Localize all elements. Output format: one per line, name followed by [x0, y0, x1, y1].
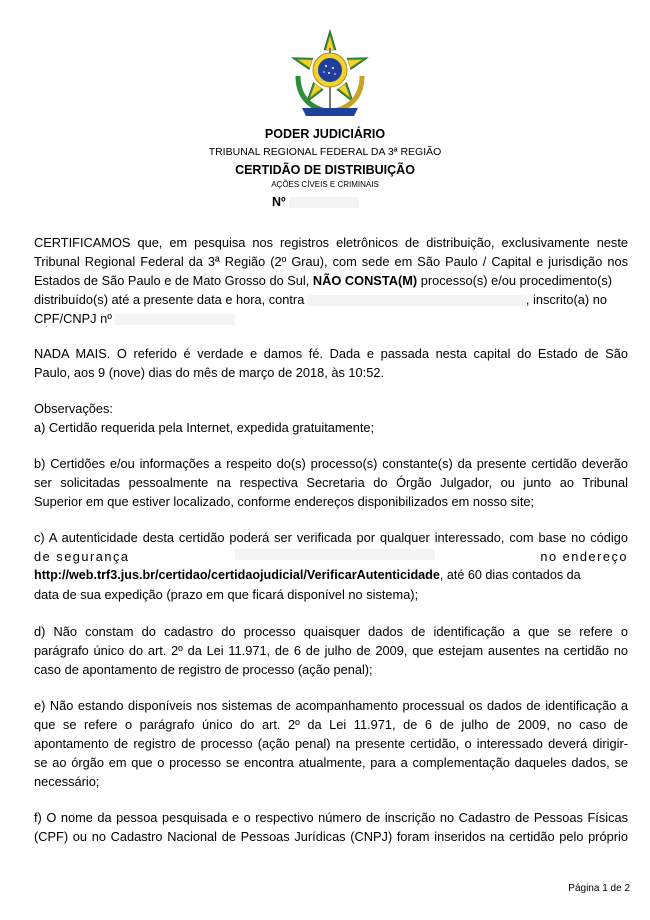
obs-b-line-1: b) Certidões e/ou informações a respeito do(s) processo(s) constante(s) da presente certidão deverão [34, 456, 628, 471]
obs-c-line-1: c) A autenticidade desta certidão poderá ser verificada por qualquer interessado, com base no código [34, 530, 628, 545]
obs-c-security-code-label: de segurança [34, 549, 130, 564]
p2-line-2: Paulo, aos 9 (nove) dias do mês de março de 2018, às 10:52. [34, 365, 384, 380]
obs-f-line-1: f) O nome da pessoa pesquisada e o respectivo número de inscrição no Cadastro de Pessoas Físicas [34, 810, 628, 825]
page-indicator: Página 1 de 2 [568, 883, 630, 894]
obs-d-line-3: caso de apontamento de registro de processo (ação penal); [34, 662, 373, 677]
p1-line-4b: , inscrito(a) no [525, 292, 607, 307]
obs-b-line-2: ser solicitadas pessoalmente na respectiva Secretaria do Órgão Julgador, ou junto ao Tribunal [34, 475, 628, 490]
header-power: PODER JUDICIÁRIO [264, 127, 386, 141]
p1-line-4a: distribuído(s) até a presente data e hora, contra [34, 292, 305, 307]
obs-c-line-3b: , até 60 dias contados da [439, 568, 581, 582]
p1-line-3 [34, 273, 628, 288]
obs-e-line-2: que se refere o parágrafo único do art. 2º da Lei 11.971, de 6 de julho de 2009, no caso de [34, 717, 628, 732]
brazil-coat-of-arms-icon [284, 28, 376, 120]
p1-line-3a: Estados de São Paulo e de Mato Grosso do Sul, [34, 273, 310, 288]
p1-line-4 [34, 292, 628, 307]
header-court: TRIBUNAL REGIONAL FEDERAL DA 3ª REGIÃO [208, 146, 442, 158]
p1-line-1: CERTIFICAMOS que, em pesquisa nos registros eletrônicos de distribuição, exclusivamente neste [34, 235, 628, 250]
obs-b-line-3: Superior em que estiver localizado, conforme endereços disponibilizados em nosso site; [34, 494, 535, 509]
obs-a: a) Certidão requerida pela Internet, expedida gratuitamente; [34, 420, 375, 435]
obs-e-line-4: se ao órgão em que o processo se encontra atualmente, para a complementação daqueles dados, se [34, 755, 628, 770]
obs-c-line-4: data de sua expedição (prazo em que ficará disponível no sistema); [34, 587, 419, 602]
obs-c-address-label: no endereço [540, 549, 628, 564]
obs-title: Observações: [34, 401, 113, 416]
certificate-title: CERTIDÃO DE DISTRIBUIÇÃO [235, 163, 415, 177]
obs-c-line-3 [34, 568, 628, 583]
obs-d-line-2: parágrafo único do art. 2º da Lei 11.971, de 6 de julho de 2009, que estejam ausentes na certidão no [34, 643, 628, 658]
certificate-number [272, 195, 359, 209]
redacted-cpf [115, 314, 235, 325]
p1-line-5a: CPF/CNPJ nº [34, 311, 112, 326]
certificate-number-label: Nº [272, 195, 286, 209]
verification-url-link[interactable]: http://web.trf3.jus.br/certidao/certidaojudicial/VerificarAutenticidade [34, 568, 440, 582]
redacted-security-code [235, 549, 435, 560]
p1-line-2: Tribunal Regional Federal da 3ª Região (2º Grau), com sede em São Paulo / Capital e jurisdição nos [34, 254, 628, 269]
certificate-subtitle: AÇÕES CÍVEIS E CRIMINAIS [271, 180, 379, 189]
p2-line-1: NADA MAIS. O referido é verdade e damos fé. Dada e passada nesta capital do Estado de São [34, 346, 628, 361]
obs-e-line-3: apontamento de registro de processo (ação penal) na presente certidão, o interessado deverá dirigir- [34, 736, 628, 751]
redacted-name [308, 295, 526, 306]
obs-d-line-1: d) Não constam do cadastro do processo quaisquer dados de identificação a que se refere o [34, 624, 628, 639]
obs-e-line-1: e) Não estando disponíveis nos sistemas de acompanhamento processual os dados de identificação a [34, 698, 628, 713]
redacted-number [289, 197, 359, 208]
p1-line-5 [34, 311, 628, 326]
obs-c-line-2 [34, 549, 628, 564]
obs-f-line-2: (CPF) ou no Cadastro Nacional de Pessoas Jurídicas (CNPJ) foram inseridos na certidão pelo próprio [34, 829, 628, 844]
nao-consta-text: NÃO CONSTA(M) [312, 273, 418, 288]
p1-line-3b: processo(s) e/ou procedimento(s) [420, 273, 613, 288]
obs-e-line-5: necessário; [34, 774, 100, 789]
